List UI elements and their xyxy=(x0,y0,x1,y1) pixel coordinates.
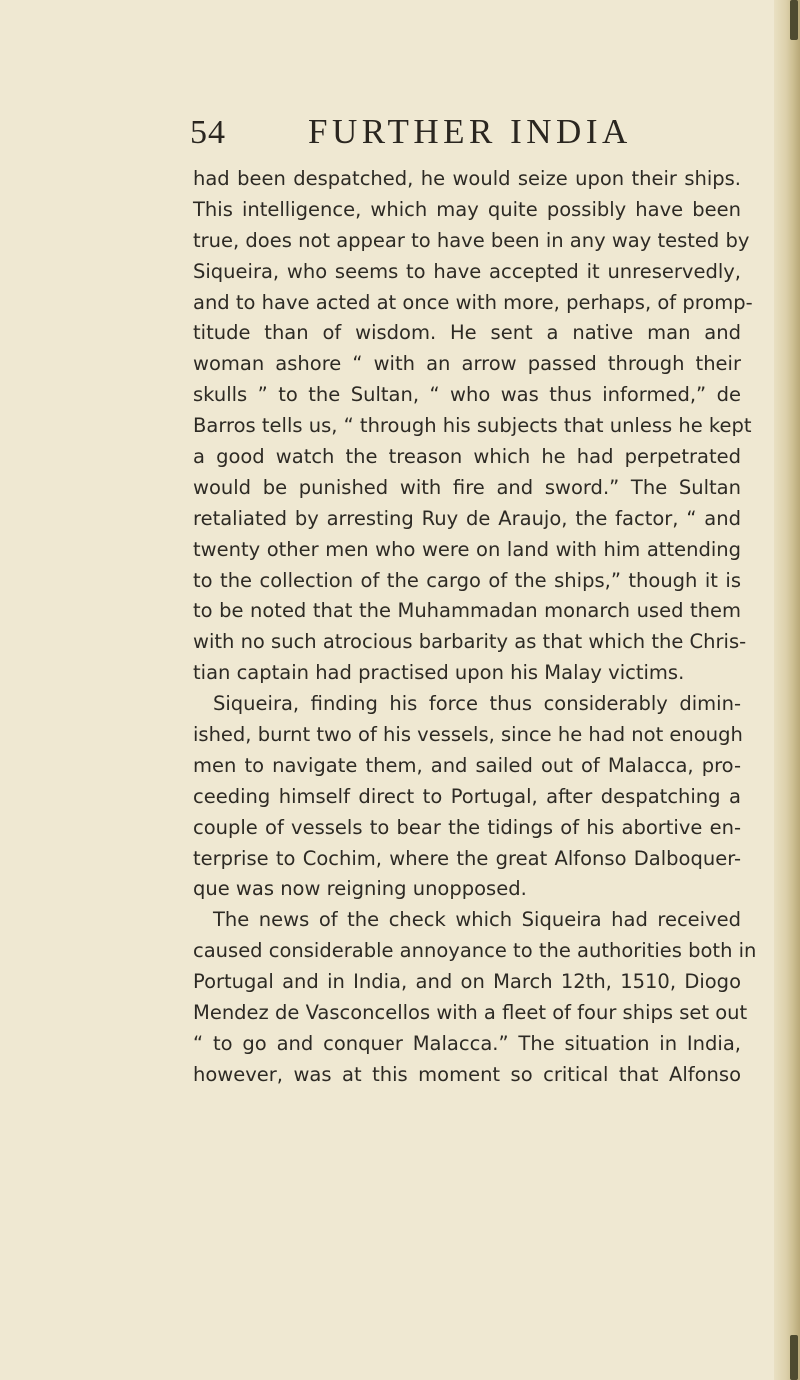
running-title: FURTHER INDIA xyxy=(308,112,632,151)
body-text xyxy=(193,164,757,1091)
text-line: a good watch the treason which he had perpetrated xyxy=(193,445,741,469)
text-line: terprise to Cochim, where the great Alfonso Dalboquer- xyxy=(193,846,741,870)
text-line: to the collection of the cargo of the ships,” though it is xyxy=(193,568,741,592)
page-number: 54 xyxy=(190,114,226,151)
text-line: men to navigate them, and sailed out of Malacca, pro- xyxy=(193,753,741,777)
text-line: retaliated by arresting Ruy de Araujo, the factor, “ and xyxy=(193,506,741,530)
text-line: ished, burnt two of his vessels, since he had not enough xyxy=(193,723,743,747)
page-edge-shadow xyxy=(790,1335,798,1380)
text-line: and to have acted at once with more, perhaps, of promp- xyxy=(193,290,753,314)
text-line: Barros tells us, “ through his subjects that unless he kept xyxy=(193,414,752,438)
text-line: couple of vessels to bear the tidings of his abortive en- xyxy=(193,815,741,839)
text-line: que was now reigning unopposed. xyxy=(193,877,527,901)
text-line: twenty other men who were on land with him attending xyxy=(193,537,741,561)
text-line: however, was at this moment so critical that Alfonso xyxy=(193,1062,741,1086)
text-line: woman ashore “ with an arrow passed through their xyxy=(193,352,741,376)
text-line: Mendez de Vasconcellos with a fleet of four ships set out xyxy=(193,1001,748,1025)
text-line: Siqueira, who seems to have accepted it unreservedly, xyxy=(193,259,741,283)
text-line: titude than of wisdom. He sent a native man and xyxy=(193,321,741,345)
text-line: had been despatched, he would seize upon their ships. xyxy=(193,167,741,190)
page-edge-shadow xyxy=(790,0,798,40)
text-line: would be punished with fire and sword.” The Sultan xyxy=(193,475,741,499)
page-edge xyxy=(774,0,800,1380)
text-line: “ to go and conquer Malacca.” The situation in India, xyxy=(193,1031,741,1055)
page-header xyxy=(0,104,800,154)
text-line: This intelligence, which may quite possibly have been xyxy=(193,197,741,221)
text-line: caused considerable annoyance to the authorities both in xyxy=(193,939,757,963)
text-line: Portugal and in India, and on March 12th, 1510, Diogo xyxy=(193,970,741,994)
text-line: Siqueira, finding his force thus considerably dimin- xyxy=(213,692,741,716)
text-line: skulls ” to the Sultan, “ who was thus informed,” de xyxy=(193,383,741,407)
text-line: ceeding himself direct to Portugal, after despatching a xyxy=(193,784,741,808)
text-line: The news of the check which Siqueira had received xyxy=(213,908,741,932)
text-line: true, does not appear to have been in any way tested by xyxy=(193,228,750,252)
text-line: with no such atrocious barbarity as that which the Chris- xyxy=(193,630,747,654)
text-line: to be noted that the Muhammadan monarch used them xyxy=(193,599,741,623)
text-line: tian captain had practised upon his Malay victims. xyxy=(193,661,685,685)
